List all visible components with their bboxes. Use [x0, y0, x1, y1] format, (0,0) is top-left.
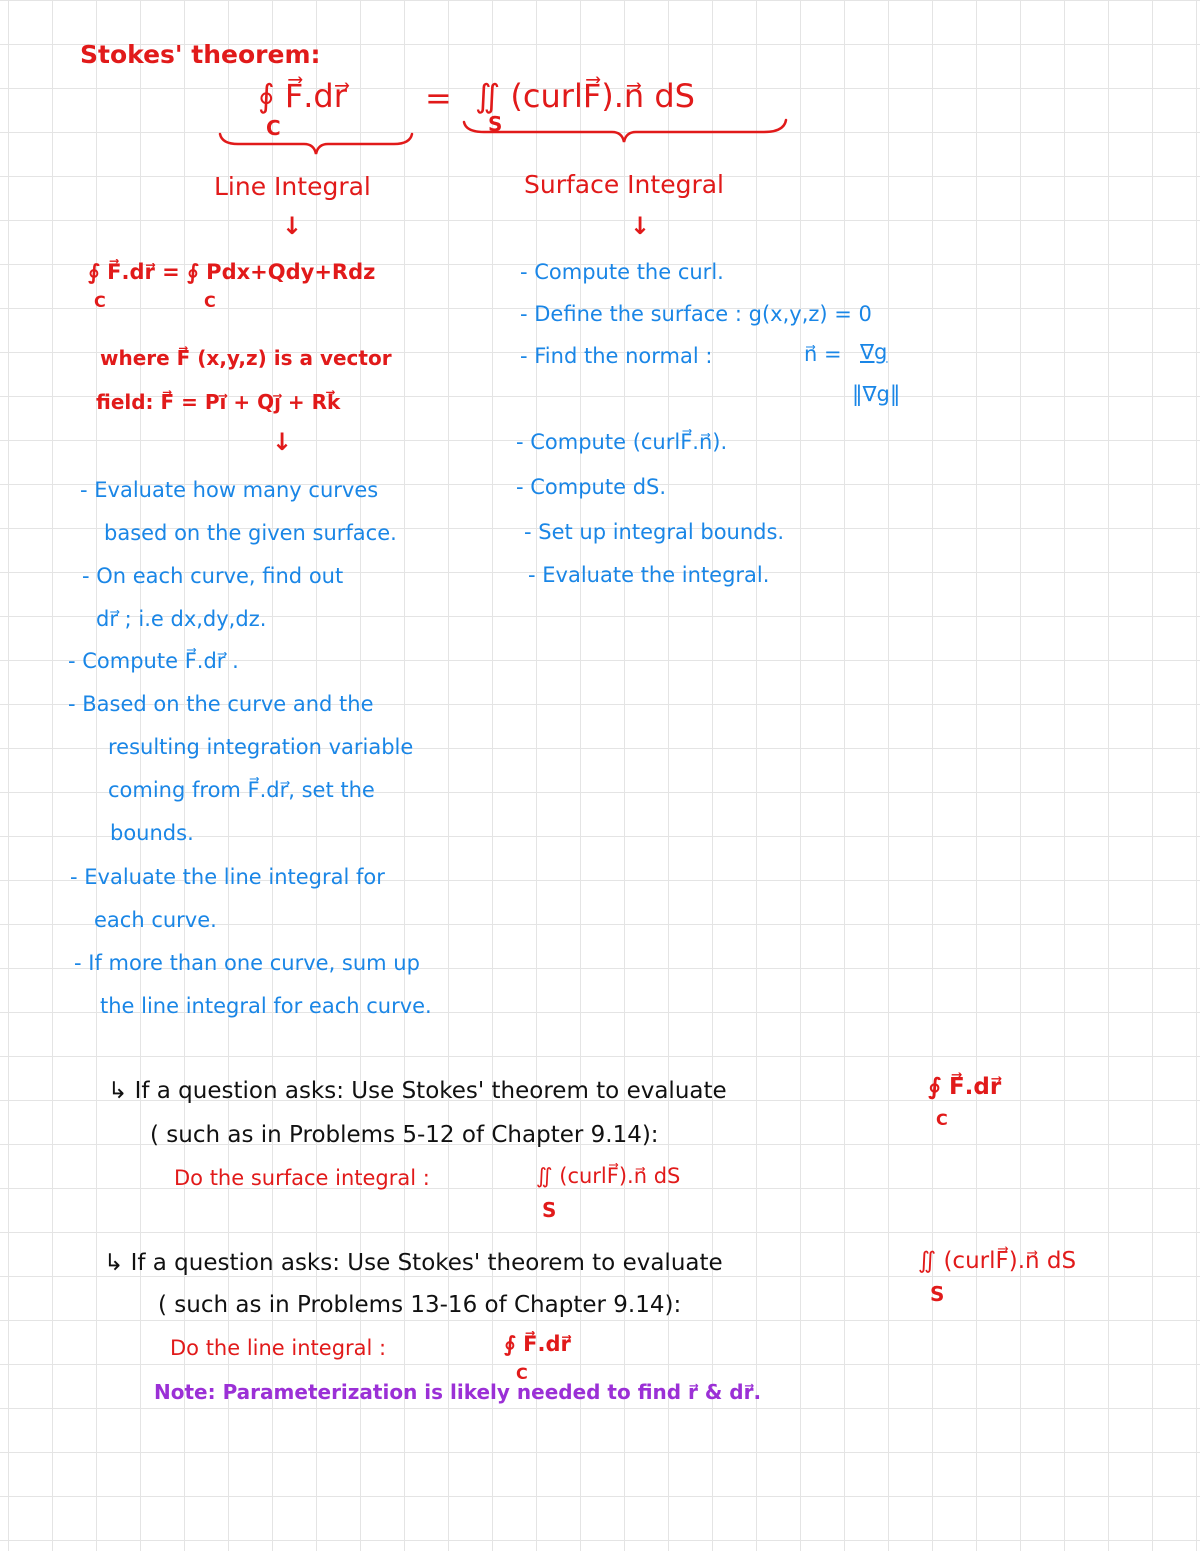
case1-answer-formula: ∬ (curlF⃗).n⃗ dS [536, 1164, 681, 1188]
case2-detail: ( such as in Problems 13-16 of Chapter 9.14): [158, 1292, 682, 1318]
case1-answer-formula-sub: S [542, 1198, 557, 1222]
vector-field-where: where F⃗ (x,y,z) is a vector [100, 346, 392, 370]
case2-question-formula: ∬ (curlF⃗).n⃗ dS [918, 1248, 1077, 1274]
case1-question: ↳ If a question asks: Use Stokes' theorem to evaluate [108, 1078, 727, 1104]
case1-question-formula-sub: C [936, 1110, 948, 1129]
line-integral-formula-sub2: C [204, 292, 216, 311]
line-integral-formula-sub1: C [94, 292, 106, 311]
line-step: based on the given surface. [104, 521, 397, 545]
case2-question-formula-sub: S [930, 1282, 945, 1306]
surface-step: - Set up integral bounds. [524, 520, 785, 544]
line-step: - Based on the curve and the [68, 692, 374, 716]
main-formula-rhs: ∬ (curlF⃗).n⃗ dS [475, 77, 695, 115]
line-integral-arrow-2: ↓ [272, 428, 293, 456]
line-step: - On each curve, find out [82, 564, 344, 588]
line-integral-heading: Line Integral [214, 172, 371, 201]
line-step: - Evaluate how many curves [80, 478, 379, 502]
surface-step: - Compute the curl. [520, 260, 724, 284]
case1-detail: ( such as in Problems 5-12 of Chapter 9.14): [150, 1122, 659, 1148]
surface-step: - Compute (curlF⃗.n⃗). [516, 430, 728, 454]
surface-step: - Compute dS. [516, 475, 667, 499]
line-integral-arrow: ↓ [282, 212, 303, 240]
case2-question: ↳ If a question asks: Use Stokes' theorem to evaluate [104, 1250, 723, 1276]
case2-note: Note: Parameterization is likely needed to find r⃗ & dr⃗. [154, 1380, 762, 1404]
vector-field-definition: field: F⃗ = Pi⃗ + Qj⃗ + Rk⃗ [96, 390, 341, 414]
line-step: - If more than one curve, sum up [74, 951, 420, 975]
line-step: resulting integration variable [108, 735, 414, 759]
surface-integral-heading: Surface Integral [524, 170, 724, 199]
surface-step: - Define the surface : g(x,y,z) = 0 [520, 302, 872, 326]
normal-vector-denominator: ‖∇g‖ [852, 382, 901, 406]
normal-vector-lhs: n⃗ = [804, 342, 842, 366]
line-step: - Compute F⃗.dr⃗ . [68, 649, 239, 673]
normal-vector-numerator: ∇g [860, 340, 888, 364]
main-formula-equals: = [425, 79, 452, 117]
case2-answer-label: Do the line integral : [170, 1336, 387, 1360]
line-step: bounds. [110, 821, 194, 845]
surface-step: - Evaluate the integral. [528, 563, 770, 587]
line-integral-formula: ∮ F⃗.dr⃗ = ∮ Pdx+Qdy+Rdz [88, 260, 376, 284]
case1-answer-label: Do the surface integral : [174, 1166, 430, 1190]
line-step: dr⃗ ; i.e dx,dy,dz. [96, 607, 267, 631]
line-step: the line integral for each curve. [100, 994, 432, 1018]
line-step: - Evaluate the line integral for [70, 865, 385, 889]
line-step: coming from F⃗.dr⃗, set the [108, 778, 375, 802]
line-step: each curve. [94, 908, 217, 932]
case1-question-formula: ∮ F⃗.dr⃗ [928, 1074, 1002, 1100]
surface-step: - Find the normal : [520, 344, 713, 368]
case2-answer-formula-sub: C [516, 1364, 528, 1383]
main-formula-lhs-sub: C [266, 116, 281, 140]
main-formula-rhs-sub: S [488, 112, 503, 136]
lhs-brace [218, 132, 414, 158]
main-formula-lhs: ∮ F⃗.dr⃗ [258, 77, 347, 115]
surface-integral-arrow: ↓ [630, 212, 651, 240]
case2-answer-formula: ∮ F⃗.dr⃗ [504, 1332, 571, 1356]
rhs-brace [462, 118, 788, 146]
page-title: Stokes' theorem: [80, 40, 321, 69]
